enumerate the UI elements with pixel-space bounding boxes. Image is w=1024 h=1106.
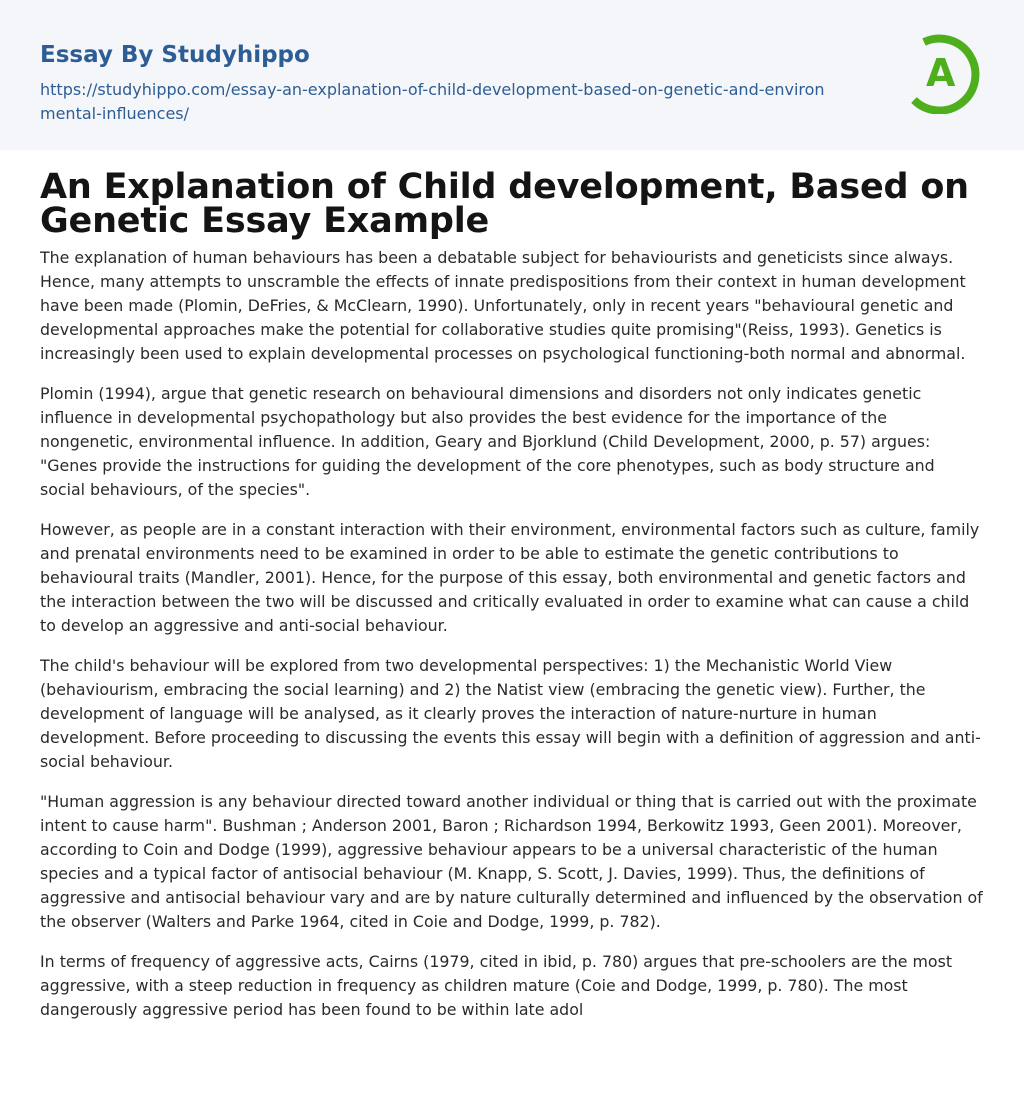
site-header <box>0 0 1024 150</box>
essay-content <box>0 150 1024 1022</box>
essay-title: An Explanation of Child development, Based on Genetic Essay Example <box>40 167 969 241</box>
site-title[interactable]: Essay By Studyhippo <box>40 42 310 68</box>
essay-url-link[interactable]: https://studyhippo.com/essay-an-explanation-of-child-development-based-on-genetic-and-environmental-influences/ <box>40 80 825 123</box>
essay-paragraph: The child's behaviour will be explored from two developmental perspectives: 1) the Mechanistic World View (behaviourism, embracing the social learning) and 2) the Natist view (embracing the genetic view). Further, the development of language will be analysed, as it clearly proves the interaction of nature-nurture in human development. Before proceeding to discussing the events this essay will begin with a definition of aggression and anti-social behaviour. <box>40 656 981 771</box>
essay-paragraph: "Human aggression is any behaviour directed toward another individual or thing that is carried out with the proximate intent to cause harm". Bushman ; Anderson 2001, Baron ; Richardson 1994, Berkowitz 1993, Geen 2001). Moreover, according to Coin and Dodge (1999), aggressive behaviour appears to be a universal characteristic of the human species and a typical factor of antisocial behaviour (M. Knapp, S. Scott, J. Davies, 1999). Thus, the definitions of aggressive and antisocial behaviour vary and are by nature culturally determined and influenced by the observation of the observer (Walters and Parke 1964, cited in Coie and Dodge, 1999, p. 782). <box>40 792 983 931</box>
essay-paragraph: Plomin (1994), argue that genetic research on behavioural dimensions and disorders not only indicates genetic influence in developmental psychopathology but also provides the best evidence for the importance of the nongenetic, environmental influence. In addition, Geary and Bjorklund (Child Development, 2000, p. 57) argues: "Genes provide the instructions for guiding the development of the core phenotypes, such as body structure and social behaviours, of the species". <box>40 384 935 499</box>
logo-letter: A <box>926 51 956 95</box>
essay-paragraph: In terms of frequency of aggressive acts, Cairns (1979, cited in ibid, p. 780) argues that pre-schoolers are the most aggressive, with a steep reduction in frequency as children mature (Coie and Dodge, 1999, p. 780). The most dangerously aggressive period has been found to be within late adol <box>40 952 953 1019</box>
studyhippo-logo-icon[interactable] <box>900 30 984 114</box>
essay-paragraph: The explanation of human behaviours has been a debatable subject for behaviourists and geneticists since always. Hence, many attempts to unscramble the effects of innate predispositions from their context in human development have been made (Plomin, DeFries, & McClearn, 1990). Unfortunately, only in recent years "behavioural genetic and developmental approaches make the potential for collaborative studies quite promising"(Reiss, 1993). Genetics is increasingly been used to explain developmental processes on psychological functioning-both normal and abnormal. <box>40 248 966 363</box>
essay-body <box>40 246 984 1022</box>
essay-paragraph: However, as people are in a constant interaction with their environment, environmental factors such as culture, family and prenatal environments need to be examined in order to be able to estimate the genetic contributions to behavioural traits (Mandler, 2001). Hence, for the purpose of this essay, both environmental and genetic factors and the interaction between the two will be discussed and critically evaluated in order to examine what can cause a child to develop an aggressive and anti-social behaviour. <box>40 520 980 635</box>
